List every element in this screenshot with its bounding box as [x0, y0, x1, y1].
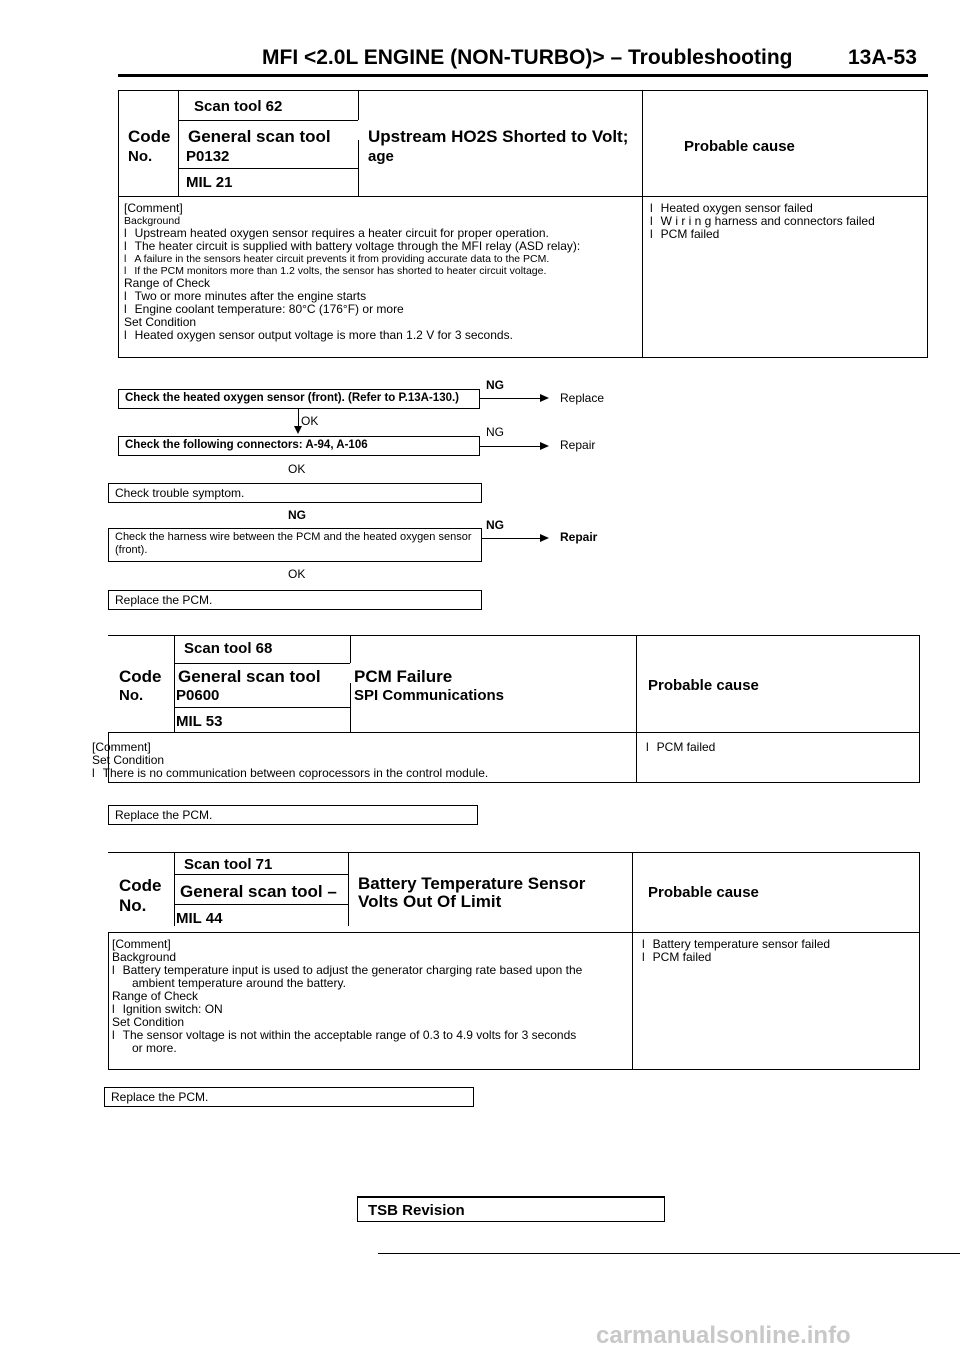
set-condition-label: Set Condition	[124, 315, 197, 329]
bullet-continuation: ambient temperature around the battery.	[132, 976, 346, 990]
scan-tool-label: Scan tool 62	[194, 98, 283, 115]
page-title: MFI <2.0L ENGINE (NON-TURBO)> – Troubleshooting	[262, 46, 793, 69]
cause-list	[646, 741, 715, 754]
footer-rule	[378, 1253, 960, 1254]
bullet: l Heated oxygen sensor output voltage is more than 1.2 V for 3 seconds.	[124, 329, 639, 342]
bullet: l There is no communication between coprocessors in the control module.	[92, 767, 622, 780]
mil-code: MIL 21	[186, 174, 233, 191]
dtc-table-battery-temp	[108, 852, 920, 1070]
flow-step-check-sensor: Check the heated oxygen sensor (front). (Refer to P.13A-130.)	[118, 389, 480, 409]
code-label: Code	[119, 667, 162, 686]
bullet: l A failure in the sensors heater circuit prevents it from providing accurate data to the PCM.	[124, 253, 639, 265]
range-label: Range of Check	[124, 276, 211, 290]
bullet-continuation: or more.	[132, 1041, 177, 1055]
page-number: 13A-53	[848, 46, 917, 69]
ok-label: OK	[301, 414, 319, 428]
flow-step-check-connectors: Check the following connectors: A-94, A-106	[118, 436, 480, 456]
dtc-title: PCM Failure	[354, 667, 453, 686]
mil-code: MIL 53	[176, 713, 223, 730]
cause-list	[650, 202, 920, 241]
code-label: Code	[128, 127, 171, 146]
no-label: No.	[119, 687, 144, 704]
flow-step-check-harness: Check the harness wire between the PCM and the heated oxygen sensor (front).	[108, 528, 482, 562]
ng-arrow	[482, 538, 540, 539]
ok-label: OK	[288, 462, 306, 476]
comment-label: [Comment]	[112, 937, 171, 951]
bullet: l If the PCM monitors more than 1.2 volts, the sensor has shorted to heater circuit voltage.	[124, 265, 639, 277]
mil-code: MIL 44	[176, 910, 223, 927]
bullet: l Engine coolant temperature: 80°C (176°F) or more	[124, 303, 639, 316]
dtc-code: P0600	[176, 687, 220, 704]
comment-label: [Comment]	[124, 201, 183, 215]
probable-cause-label: Probable cause	[648, 884, 759, 901]
range-label: Range of Check	[112, 989, 199, 1003]
dtc-title: Upstream HO2S Shorted to Volt;	[368, 127, 629, 146]
cause-item: l PCM failed	[650, 228, 920, 241]
no-label: No.	[128, 148, 153, 165]
general-scan-tool-label: General scan tool	[188, 127, 331, 146]
bullet: l Two or more minutes after the engine starts	[124, 290, 639, 303]
background-label: Background	[112, 950, 177, 964]
result-repair: Repair	[560, 438, 596, 452]
probable-cause-label: Probable cause	[648, 677, 759, 694]
dtc-code: P0132	[186, 148, 230, 165]
ng-label: NG	[486, 425, 504, 439]
comment-section	[92, 741, 622, 780]
general-scan-tool-label: General scan tool	[178, 667, 321, 686]
ng-arrow	[480, 398, 540, 399]
dtc-title-2: SPI Communications	[354, 687, 505, 704]
flow-step-replace-pcm: Replace the PCM.	[108, 590, 482, 610]
cause-list	[642, 938, 830, 964]
comment-label: [Comment]	[92, 740, 151, 754]
tsb-revision-box	[357, 1196, 665, 1222]
cause-item: l Battery temperature sensor failed	[642, 938, 830, 951]
bullet: l Ignition switch: ON	[112, 1003, 627, 1016]
general-scan-tool-label: General scan tool –	[180, 882, 337, 901]
cause-item: l PCM failed	[646, 741, 715, 754]
ng-label: NG	[486, 518, 504, 532]
bullet: l Upstream heated oxygen sensor requires a heater circuit for proper operation.	[124, 227, 639, 240]
bullet: l The sensor voltage is not within the acceptable range of 0.3 to 4.9 volts for 3 seconds	[112, 1029, 627, 1042]
ng-label: NG	[288, 508, 306, 522]
dtc-title-2: age	[368, 148, 394, 165]
action-replace-pcm: Replace the PCM.	[104, 1087, 474, 1107]
result-repair: Repair	[560, 530, 598, 544]
dtc-title: Battery Temperature Sensor	[358, 874, 586, 893]
dtc-table-p0132	[118, 90, 928, 358]
set-condition-label: Set Condition	[92, 753, 165, 767]
bullet: l Battery temperature input is used to adjust the generator charging rate based upon the	[112, 964, 627, 977]
ng-arrow	[480, 446, 540, 447]
header-rule	[118, 74, 928, 77]
no-label: No.	[119, 896, 147, 915]
dtc-table-p0600	[92, 635, 920, 783]
scan-tool-label: Scan tool 71	[184, 856, 273, 873]
set-condition-label: Set Condition	[112, 1015, 185, 1029]
flow-step-check-symptom: Check trouble symptom.	[108, 483, 482, 503]
comment-section	[112, 938, 627, 1055]
dtc-title-2: Volts Out Of Limit	[358, 892, 502, 911]
action-replace-pcm: Replace the PCM.	[108, 805, 478, 825]
bullet: l The heater circuit is supplied with battery voltage through the MFI relay (ASD relay):	[124, 240, 639, 253]
scan-tool-label: Scan tool 68	[184, 640, 273, 657]
watermark: carmanualsonline.info	[596, 1322, 851, 1349]
ok-label: OK	[288, 567, 306, 581]
arrow-right-icon	[540, 394, 549, 402]
ng-label: NG	[486, 378, 504, 392]
comment-section	[124, 202, 639, 342]
code-label: Code	[119, 876, 162, 895]
result-replace: Replace	[560, 391, 605, 405]
cause-item: l PCM failed	[642, 951, 830, 964]
tsb-revision-label: TSB Revision	[368, 1202, 465, 1219]
arrow-right-icon	[540, 442, 549, 450]
cause-item: l W i r i n g harness and connectors failed	[650, 215, 920, 228]
probable-cause-label: Probable cause	[684, 138, 795, 155]
cause-item: l Heated oxygen sensor failed	[650, 202, 920, 215]
page-header	[0, 40, 960, 80]
arrow-right-icon	[540, 534, 549, 542]
background-label: Background	[124, 215, 181, 227]
